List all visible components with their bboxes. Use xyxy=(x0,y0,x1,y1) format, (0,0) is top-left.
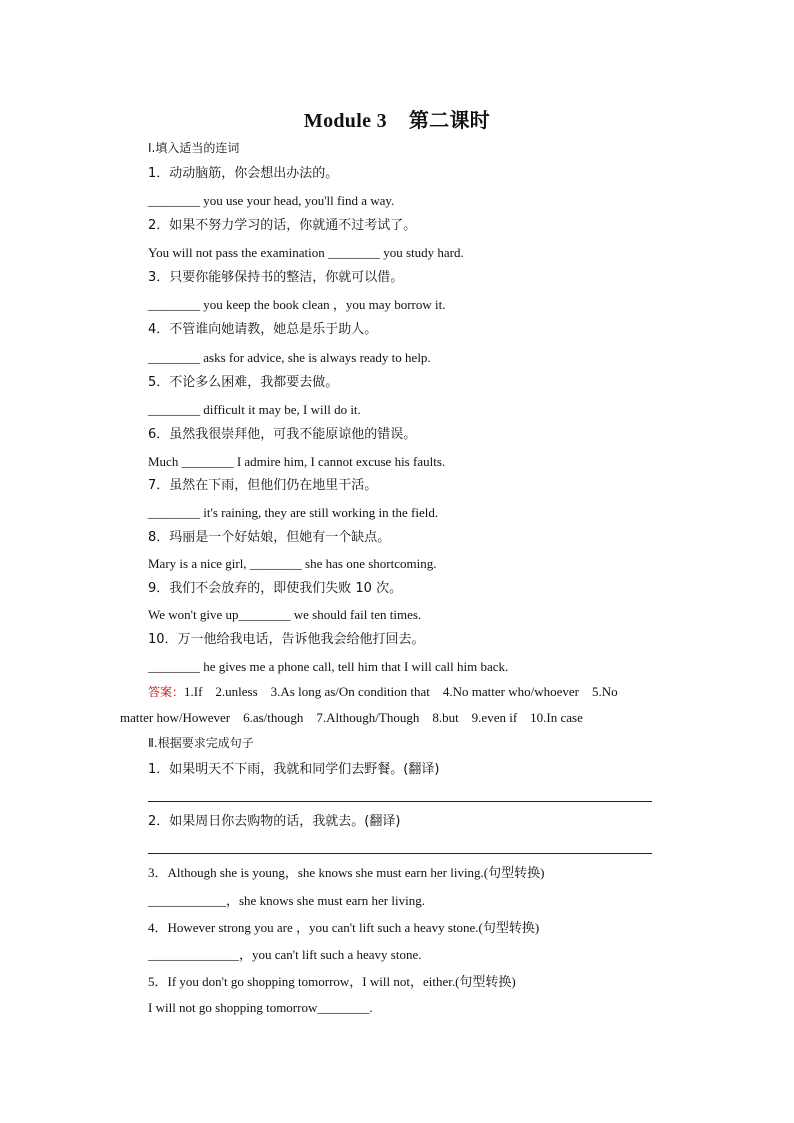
question-en-6: Much ________ I admire him, I cannot excuse his faults. xyxy=(148,454,446,469)
question-cn-10: 10．万一他给我电话，告诉他我会给他打回去。 xyxy=(148,632,425,647)
question-en-1: ________ you use your head, you'll find a way. xyxy=(148,193,395,208)
question-cn-2: 2．如果不努力学习的话，你就通不过考试了。 xyxy=(148,218,417,233)
task-4-answer: ______________，you can't lift such a heavy stone. xyxy=(148,947,422,962)
question-cn-6: 6．虽然我很崇拜他，可我不能原谅他的错误。 xyxy=(148,427,417,442)
task-1: 1．如果明天不下雨，我就和同学们去野餐。(翻译) xyxy=(148,762,440,777)
answer-label: 答案： xyxy=(148,685,185,699)
question-en-8: Mary is a nice girl, ________ she has one shortcoming. xyxy=(148,556,437,571)
task-3-answer: ____________，she knows she must earn her living. xyxy=(148,893,425,908)
question-cn-3: 3．只要你能够保持书的整洁，你就可以借。 xyxy=(148,270,404,285)
question-cn-1: 1．动动脑筋，你会想出办法的。 xyxy=(148,166,339,181)
question-en-2: You will not pass the examination ________ you study hard. xyxy=(148,245,464,260)
lesson-label: 第二课时 xyxy=(408,110,491,132)
answer-line-1 xyxy=(148,684,618,700)
question-en-9: We won't give up________ we should fail ten times. xyxy=(148,607,422,622)
section2-title: Ⅱ.根据要求完成句子 xyxy=(148,736,254,750)
question-cn-9: 9．我们不会放弃的，即使我们失败 10 次。 xyxy=(148,581,403,596)
question-cn-4: 4．不管谁向她请教，她总是乐于助人。 xyxy=(148,322,378,337)
task-5-answer: I will not go shopping tomorrow________. xyxy=(148,1000,373,1015)
question-en-7: ________ it's raining, they are still working in the field. xyxy=(148,505,439,520)
answer-rule-1 xyxy=(148,801,652,802)
question-en-10: ________ he gives me a phone call, tell him that I will call him back. xyxy=(148,659,509,674)
answer-line-2: matter how/However 6.as/though 7.Although/Though 8.but 9.even if 10.In case xyxy=(120,710,583,725)
question-cn-8: 8．玛丽是一个好姑娘，但她有一个缺点。 xyxy=(148,530,391,545)
task-3: 3．Although she is young，she knows she must earn her living.(句型转换) xyxy=(148,865,545,880)
question-en-3: ________ you keep the book clean ，you may borrow it. xyxy=(148,297,446,312)
task-5: 5．If you don't go shopping tomorrow，I will not，either.(句型转换) xyxy=(148,974,516,989)
module-label: Module 3 xyxy=(303,110,387,132)
task-4: 4．However strong you are ，you can't lift such a heavy stone.(句型转换) xyxy=(148,920,540,935)
answer-rule-2 xyxy=(148,853,652,854)
answer-text-1: 1.If 2.unless 3.As long as/On condition that 4.No matter who/whoever 5.No xyxy=(184,684,618,699)
section1-title: Ⅰ.填入适当的连词 xyxy=(148,141,240,155)
question-cn-7: 7．虽然在下雨，但他们仍在地里干活。 xyxy=(148,478,378,493)
question-en-4: ________ asks for advice, she is always ready to help. xyxy=(148,350,431,365)
question-en-5: ________ difficult it may be, I will do it. xyxy=(148,402,361,417)
task-2: 2．如果周日你去购物的话，我就去。(翻译) xyxy=(148,814,401,829)
question-cn-5: 5．不论多么困难，我都要去做。 xyxy=(148,375,339,390)
page-title xyxy=(0,104,794,133)
